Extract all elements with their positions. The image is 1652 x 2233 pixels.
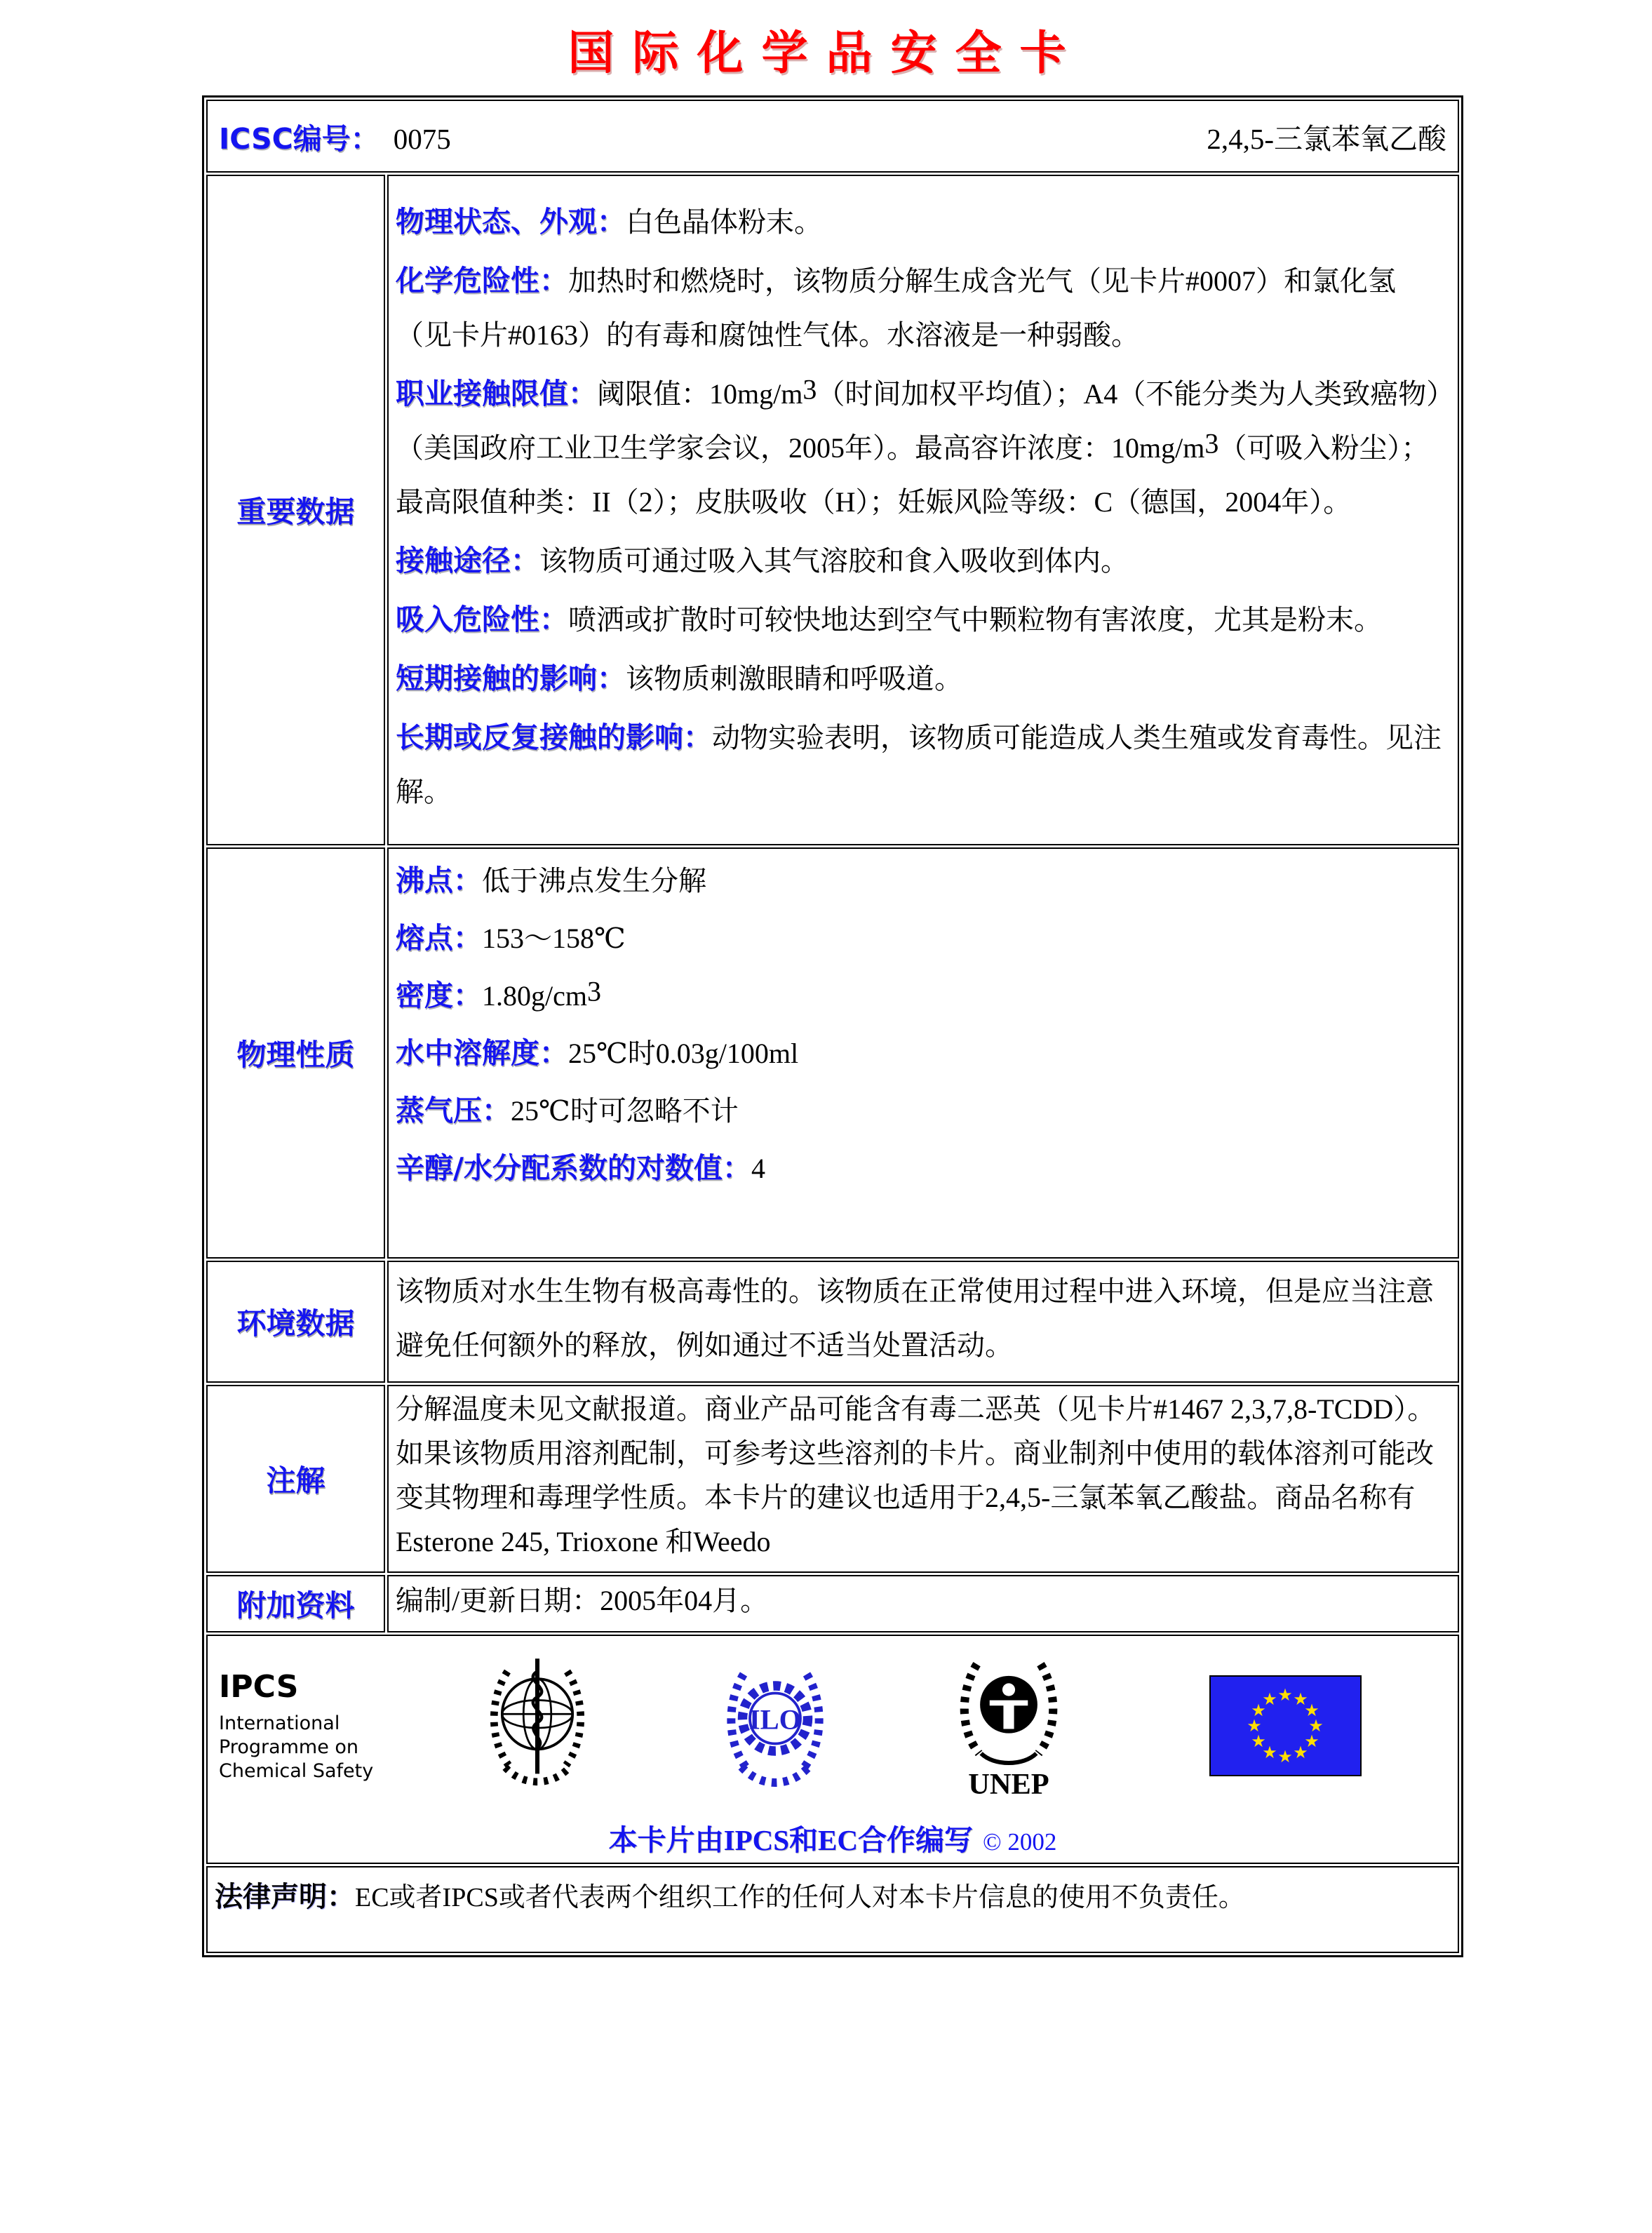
icsc-number-group <box>219 116 451 157</box>
logos-row <box>206 1635 1459 1864</box>
physical-item-vapor-pressure <box>396 1086 1451 1142</box>
field-label: 化学危险性： <box>396 264 568 297</box>
eu-star-icon: ★ <box>1308 1717 1324 1736</box>
additional-info-row-label: 附加资料 <box>236 1588 355 1623</box>
field-text: 1.80g/cm <box>482 980 587 1012</box>
important-item-long-term-effects <box>396 713 1451 822</box>
field-label: 沸点： <box>396 864 482 897</box>
field-text: 25℃时可忽略不计 <box>511 1095 739 1127</box>
important-item-short-term-effects <box>396 655 1451 709</box>
important-item-physical-state <box>396 198 1451 253</box>
field-label: 接触途径： <box>396 544 539 577</box>
notes-row <box>206 1385 1459 1573</box>
field-label: 水中溶解度： <box>396 1036 568 1070</box>
header-cell <box>206 100 1459 173</box>
field-label: 物理状态、外观： <box>396 205 626 239</box>
additional-info-row <box>206 1575 1459 1632</box>
field-label: 长期或反复接触的影响： <box>396 720 712 754</box>
ipcs-title: IPCS <box>219 1668 299 1705</box>
field-text: 分解温度未见文献报道。商业产品可能含有毒二恶英（见卡片#1467 2,3,7,8-TCDD）。如果该物质用溶剂配制，可参考这些溶剂的卡片。商业制剂中使用的载体溶剂可能改变其物理和毒理学性质。本卡片的建议也适用于2,4,5-三氯苯氧乙酸盐。商品名称有Esterone 245, Trioxone 和Weedo <box>396 1393 1436 1557</box>
legal-cell <box>206 1866 1459 1953</box>
eu-flag-icon <box>1209 1675 1362 1776</box>
copyright-year: © 2002 <box>983 1828 1057 1856</box>
notes-content-cell <box>387 1385 1459 1573</box>
icsc-number-label: ICSC编号： <box>219 121 380 156</box>
eu-star-icon: ★ <box>1293 1691 1308 1709</box>
chemical-name: 2,4,5-三氯苯氧乙酸 <box>1207 122 1446 155</box>
field-text: 25℃时0.03g/100ml <box>568 1038 799 1069</box>
ipcs-line-2: Programme on <box>219 1736 359 1758</box>
icsc-card-table <box>202 95 1463 1957</box>
additional-info-label-cell <box>206 1575 385 1632</box>
field-label: 密度： <box>396 979 482 1012</box>
physical-item-melting-point <box>396 913 1451 970</box>
field-text: 编制/更新日期：2005年04月。 <box>396 1584 769 1616</box>
notes-label-cell <box>206 1385 385 1573</box>
important-data-label-cell <box>206 175 385 845</box>
environmental-data-text <box>396 1268 1451 1376</box>
eu-star-icon: ★ <box>1247 1717 1262 1736</box>
eu-star-icon: ★ <box>1262 1744 1277 1762</box>
physical-properties-row <box>206 847 1459 1259</box>
superscript: 3 <box>586 975 601 1007</box>
field-text: 低于沸点发生分解 <box>482 865 706 897</box>
field-text: 该物质刺激眼睛和呼吸道。 <box>626 663 962 695</box>
important-data-row <box>206 175 1459 845</box>
eu-star-icon: ★ <box>1304 1733 1319 1751</box>
eu-star-icon: ★ <box>1277 1687 1293 1705</box>
field-label: 职业接触限值： <box>396 377 597 410</box>
legal-row <box>206 1866 1459 1953</box>
additional-info-content-cell <box>387 1575 1459 1632</box>
page-title: 国际化学品安全卡 <box>568 25 1084 80</box>
field-label: 蒸气压： <box>396 1094 511 1127</box>
eu-star-icon: ★ <box>1277 1748 1293 1766</box>
important-data-content-cell <box>387 175 1459 845</box>
field-text: 加热时和燃烧时，该物质分解生成含光气（见卡片#0007）和氯化氢（见卡片#0163）的有毒和腐蚀性气体。水溶液是一种弱酸。 <box>396 265 1396 351</box>
unep-logo-icon <box>955 1651 1062 1800</box>
environmental-data-row <box>206 1261 1459 1383</box>
field-text: （可吸入粉尘）；最高限值种类：II（2）；皮肤吸收（H）；妊娠风险等级：C（德国，2004年）。 <box>396 432 1430 518</box>
logos-cell <box>206 1635 1459 1864</box>
cooperation-caption <box>208 1817 1458 1858</box>
eu-star-icon: ★ <box>1304 1702 1319 1720</box>
important-item-inhalation-risk <box>396 596 1451 650</box>
field-label: 熔点： <box>396 921 482 955</box>
field-text: 该物质可通过吸入其气溶胶和食入吸收到体内。 <box>539 545 1129 577</box>
physical-properties-label-cell <box>206 847 385 1259</box>
notes-text <box>396 1390 1451 1567</box>
cooperation-caption-text: 本卡片由IPCS和EC合作编写 <box>608 1824 974 1856</box>
notes-row-label: 注解 <box>266 1463 325 1498</box>
field-text: 白色晶体粉末。 <box>626 206 822 238</box>
environmental-data-content-cell <box>387 1261 1459 1383</box>
physical-item-logp <box>396 1144 1451 1200</box>
field-text: 阈限值：10mg/m <box>597 378 803 410</box>
icsc-number-value: 0075 <box>393 122 451 155</box>
eu-star-icon: ★ <box>1262 1691 1277 1709</box>
field-text: 喷洒或扩散时可较快地达到空气中颗粒物有害浓度，尤其是粉末。 <box>568 604 1382 636</box>
physical-item-density <box>396 971 1451 1027</box>
field-text: 153～158℃ <box>482 923 626 954</box>
eu-star-icon: ★ <box>1293 1744 1308 1762</box>
important-data-row-label: 重要数据 <box>236 495 355 529</box>
ipcs-line-3: Chemical Safety <box>219 1759 374 1782</box>
physical-item-boiling-point <box>396 856 1451 912</box>
superscript: 3 <box>803 373 817 405</box>
field-label: 辛醇/水分配系数的对数值： <box>396 1151 751 1185</box>
important-item-chemical-danger <box>396 257 1451 366</box>
ipcs-line-1: International <box>219 1712 340 1734</box>
physical-properties-row-label: 物理性质 <box>236 1038 355 1072</box>
header-row <box>206 100 1459 173</box>
field-label: 短期接触的影响： <box>396 662 626 695</box>
field-label: 吸入危险性： <box>396 603 568 636</box>
eu-star-icon: ★ <box>1251 1702 1266 1720</box>
legal-label: 法律声明： <box>215 1881 355 1913</box>
unep-label: UNEP <box>968 1767 1049 1800</box>
environmental-data-label-cell <box>206 1261 385 1383</box>
eu-star-icon: ★ <box>1251 1733 1266 1751</box>
ipcs-block <box>219 1669 429 1783</box>
field-text: 该物质对水生生物有极高毒性的。该物质在正常使用过程中进入环境，但是应当注意避免任何额外的释放，例如通过不适当处置活动。 <box>396 1275 1434 1361</box>
ilo-letters: ILO <box>748 1703 802 1736</box>
physical-item-water-solubility <box>396 1028 1451 1085</box>
legal-text: EC或者IPCS或者代表两个组织工作的任何人对本卡片信息的使用不负责任。 <box>355 1883 1245 1912</box>
field-text: 动物实验表明，该物质可能造成人类生殖或发育毒性。见注解。 <box>396 722 1442 807</box>
who-logo-icon <box>484 1654 591 1797</box>
superscript: 3 <box>1204 427 1219 460</box>
important-item-exposure-limits <box>396 370 1451 532</box>
environmental-data-row-label: 环境数据 <box>236 1306 355 1341</box>
important-item-exposure-routes <box>396 537 1451 591</box>
logos-strip <box>208 1643 1458 1809</box>
field-text: （时间加权平均值）；A4（不能分类为人类致癌物）（美国政府工业卫生学家会议，2005年）。最高容许浓度：10mg/m <box>396 378 1441 464</box>
physical-properties-content-cell <box>387 847 1459 1259</box>
additional-info-text <box>396 1581 1451 1627</box>
field-text: 4 <box>751 1153 765 1184</box>
ilo-logo-icon <box>723 1654 828 1797</box>
